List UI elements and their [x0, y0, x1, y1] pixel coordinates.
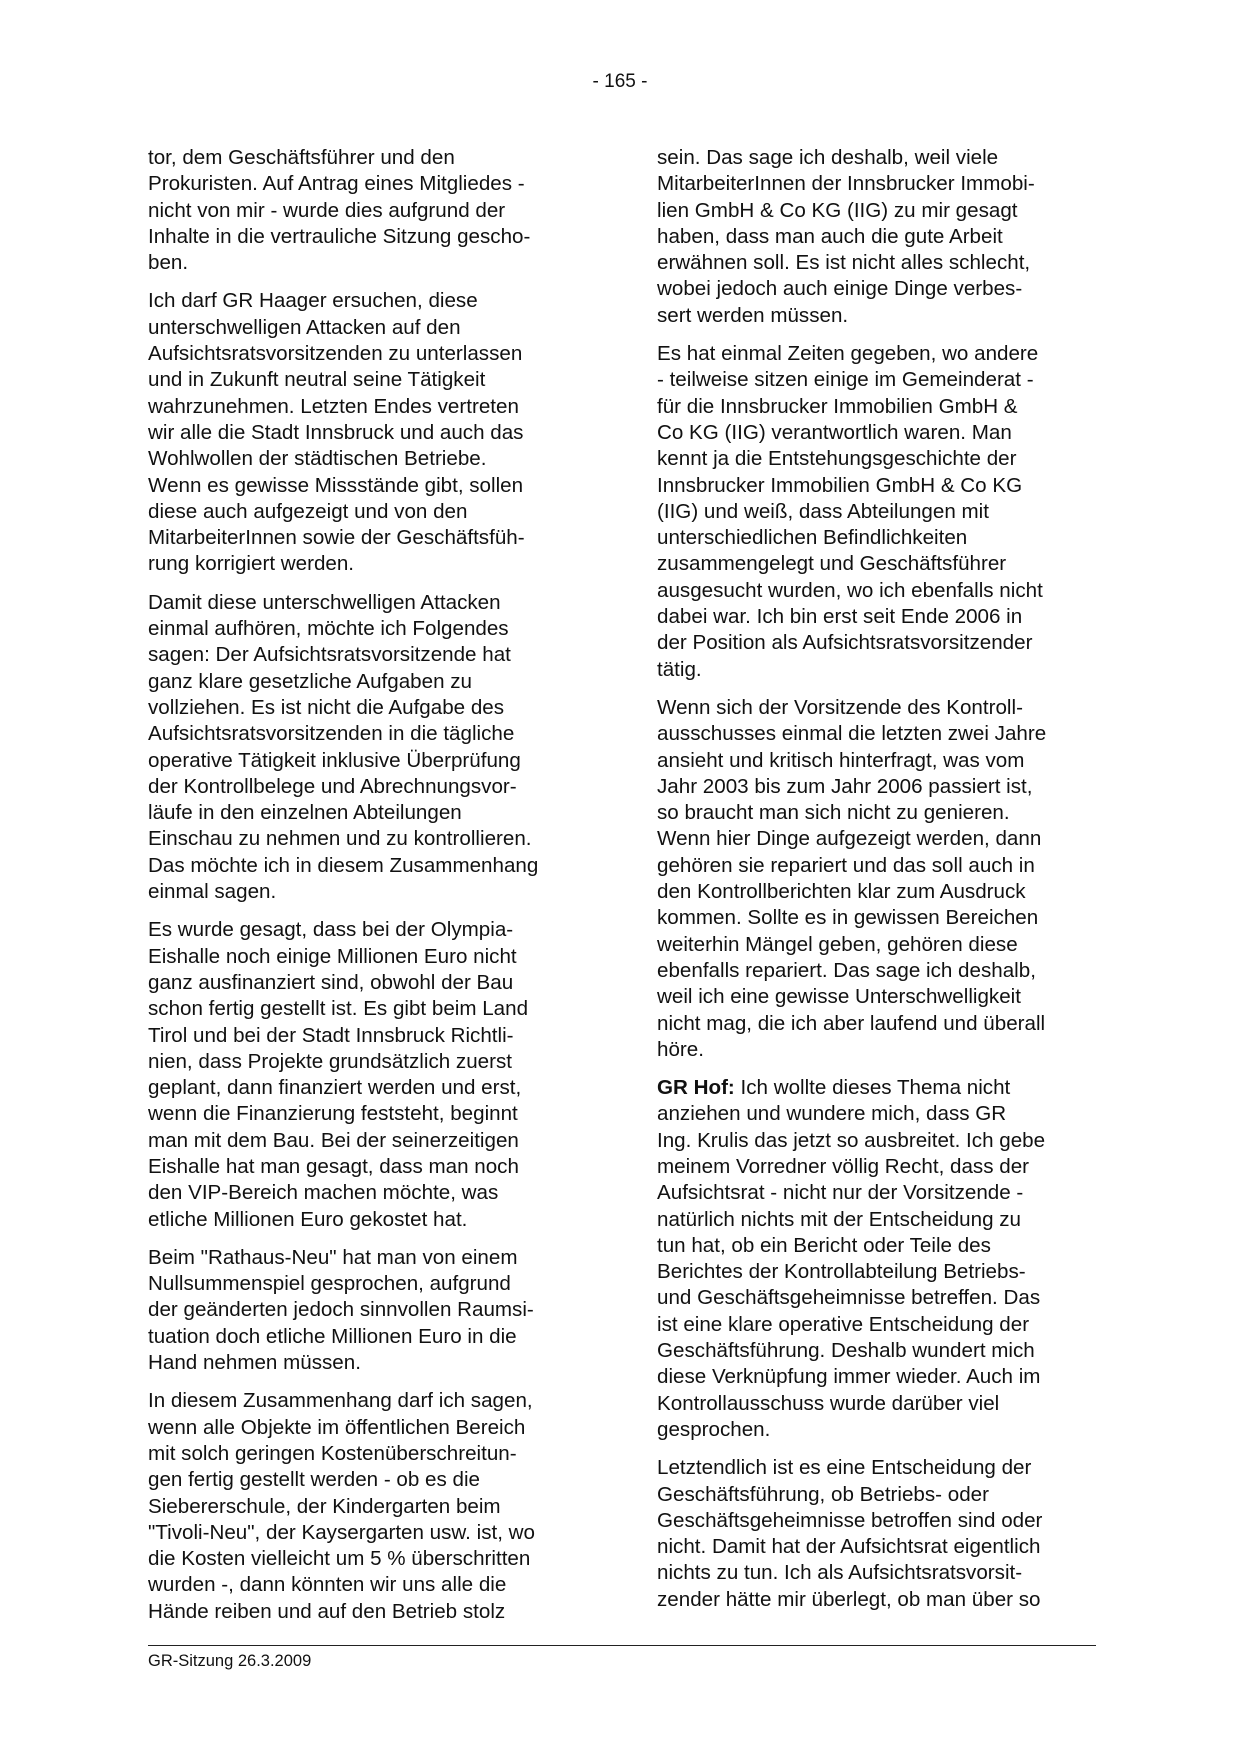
- text-line: erwähnen soll. Es ist nicht alles schlecht,: [657, 251, 1031, 275]
- text-line: man mit dem Bau. Bei der seinerzeitigen: [148, 1128, 519, 1152]
- paragraph: [148, 288, 598, 577]
- text-line: weil ich eine gewisse Unterschwelligkeit: [657, 985, 1021, 1009]
- text-line: Kontrollausschuss wurde darüber viel: [657, 1391, 1000, 1415]
- text-line: diese Verknüpfung immer wieder. Auch im: [657, 1365, 1041, 1389]
- text-line: meinem Vorredner völlig Recht, dass der: [657, 1154, 1030, 1178]
- text-line: diese auch aufgezeigt und von den: [148, 499, 468, 523]
- text-line: Geschäftsführung, ob Betriebs- oder: [657, 1482, 989, 1506]
- text-line: nicht. Damit hat der Aufsichtsrat eigentlich: [657, 1535, 1041, 1559]
- footer-session-date: GR-Sitzung 26.3.2009: [148, 1652, 312, 1670]
- text-line: ansieht und kritisch hinterfragt, was vom: [657, 748, 1025, 772]
- text-line: tun hat, ob ein Bericht oder Teile des: [657, 1233, 991, 1257]
- text-line: MitarbeiterInnen sowie der Geschäftsfüh-: [148, 526, 525, 550]
- text-line: unterschwelligen Attacken auf den: [148, 315, 461, 339]
- text-line: Inhalte in die vertrauliche Sitzung gescho-: [148, 224, 531, 248]
- text-line: Tirol und bei der Stadt Innsbruck Richtli-: [148, 1023, 514, 1047]
- paragraph: [657, 145, 1107, 329]
- text-line: Prokuristen. Auf Antrag eines Mitgliedes -: [148, 172, 525, 196]
- text-line: für die Innsbrucker Immobilien GmbH &: [657, 394, 1018, 418]
- text-line: Es wurde gesagt, dass bei der Olympia-: [148, 918, 514, 942]
- text-line: Einschau zu nehmen und zu kontrollieren.: [148, 827, 532, 851]
- text-line: - teilweise sitzen einige im Gemeinderat -: [657, 368, 1034, 392]
- text-line: Wenn es gewisse Missstände gibt, sollen: [148, 473, 524, 497]
- text-line: und in Zukunft neutral seine Tätigkeit: [148, 368, 486, 392]
- text-line: ebenfalls repariert. Das sage ich deshalb,: [657, 958, 1036, 982]
- text-line: Berichtes der Kontrollabteilung Betriebs-: [657, 1260, 1026, 1284]
- text-line: Nullsummenspiel gesprochen, aufgrund: [148, 1272, 511, 1296]
- text-line: Hände reiben und auf den Betrieb stolz: [148, 1599, 506, 1623]
- text-line: etliche Millionen Euro gekostet hat.: [148, 1207, 468, 1231]
- text-line-rest: Ich wollte dieses Thema nicht: [734, 1076, 1011, 1100]
- text-line: Letztendlich ist es eine Entscheidung der: [657, 1456, 1032, 1480]
- paragraph: [148, 590, 598, 906]
- text-line: sagen: Der Aufsichtsratsvorsitzende hat: [148, 643, 511, 667]
- text-line: zender hätte mir überlegt, ob man über so: [657, 1587, 1041, 1611]
- text-line: nicht von mir - wurde dies aufgrund der: [148, 198, 506, 222]
- text-line: unterschiedlichen Befindlichkeiten: [657, 526, 968, 550]
- text-line: nien, dass Projekte grundsätzlich zuerst: [148, 1049, 513, 1073]
- text-line: Wohlwollen der städtischen Betriebe.: [148, 447, 487, 471]
- text-line: kommen. Sollte es in gewissen Bereichen: [657, 906, 1039, 930]
- text-line: einmal sagen.: [148, 880, 277, 904]
- text-line: ausschusses einmal die letzten zwei Jahre: [657, 722, 1047, 746]
- text-line: wenn alle Objekte im öffentlichen Bereich: [148, 1415, 526, 1439]
- text-line: haben, dass man auch die gute Arbeit: [657, 224, 1003, 248]
- text-line: natürlich nichts mit der Entscheidung zu: [657, 1207, 1022, 1231]
- text-line: tätig.: [657, 657, 702, 681]
- text-line: tor, dem Geschäftsführer und den: [148, 146, 455, 169]
- text-line: Wenn sich der Vorsitzende des Kontroll-: [657, 695, 1023, 719]
- paragraph: [657, 341, 1107, 683]
- text-line: rung korrigiert werden.: [148, 552, 355, 576]
- text-line: vollziehen. Es ist nicht die Aufgabe des: [148, 695, 505, 719]
- text-line: weiterhin Mängel geben, gehören diese: [657, 932, 1018, 956]
- text-line: Wenn hier Dinge aufgezeigt werden, dann: [657, 827, 1042, 851]
- text-line: [657, 1075, 1107, 1101]
- text-line: schon fertig gestellt ist. Es gibt beim Land: [148, 997, 529, 1021]
- text-line: die Kosten vielleicht um 5 % überschritten: [148, 1547, 531, 1571]
- text-line: operative Tätigkeit inklusive Überprüfung: [148, 748, 521, 772]
- text-line: so braucht man sich nicht zu genieren.: [657, 801, 1010, 825]
- text-line: Eishalle hat man gesagt, dass man noch: [148, 1154, 519, 1178]
- text-line: gehören sie repariert und das soll auch in: [657, 853, 1035, 877]
- text-line: wurden -, dann könnten wir uns alle die: [148, 1573, 507, 1597]
- text-line: geplant, dann finanziert werden und erst,: [148, 1076, 522, 1100]
- paragraph: [657, 1455, 1107, 1613]
- text-line: (IIG) und weiß, dass Abteilungen mit: [657, 499, 989, 523]
- text-line: Damit diese unterschwelligen Attacken: [148, 590, 501, 614]
- text-line: ausgesucht wurden, wo ich ebenfalls nicht: [657, 578, 1043, 602]
- text-line: Aufsichtsratsvorsitzenden zu unterlassen: [148, 342, 523, 366]
- text-line: ist eine klare operative Entscheidung der: [657, 1312, 1030, 1336]
- text-line: zusammengelegt und Geschäftsführer: [657, 552, 1007, 576]
- paragraph: [148, 145, 598, 276]
- text-line: tuation doch etliche Millionen Euro in die: [148, 1324, 517, 1348]
- text-line: nicht mag, die ich aber laufend und überall: [657, 1011, 1046, 1035]
- text-line: wahrzunehmen. Letzten Endes vertreten: [148, 394, 519, 418]
- text-line: In diesem Zusammenhang darf ich sagen,: [148, 1389, 533, 1413]
- text-line: nichts zu tun. Ich als Aufsichtsratsvorsit-: [657, 1561, 1023, 1585]
- text-line: Geschäftsgeheimnisse betroffen sind oder: [657, 1508, 1043, 1532]
- paragraph: [148, 917, 598, 1233]
- text-line: wir alle die Stadt Innsbruck und auch das: [148, 420, 524, 444]
- text-line: gesprochen.: [657, 1417, 771, 1441]
- text-line: dabei war. Ich bin erst seit Ende 2006 in: [657, 605, 1023, 629]
- text-line: "Tivoli-Neu", der Kaysergarten usw. ist, wo: [148, 1520, 535, 1544]
- text-line: der Position als Aufsichtsratsvorsitzender: [657, 631, 1033, 655]
- text-line: ben.: [148, 251, 189, 275]
- text-line: ganz klare gesetzliche Aufgaben zu: [148, 669, 472, 693]
- text-line: höre.: [657, 1037, 704, 1061]
- text-line: Co KG (IIG) verantwortlich waren. Man: [657, 420, 1012, 444]
- text-line: wobei jedoch auch einige Dinge verbes-: [657, 277, 1023, 301]
- footer-divider: [148, 1645, 1096, 1646]
- text-line: wenn die Finanzierung feststeht, beginnt: [148, 1102, 518, 1126]
- paragraph: [657, 1075, 1107, 1443]
- paragraph: [148, 1245, 598, 1376]
- text-line: Geschäftsführung. Deshalb wundert mich: [657, 1339, 1035, 1363]
- text-line: sert werden müssen.: [657, 303, 849, 327]
- left-text-column: [148, 145, 598, 1637]
- text-line: Aufsichtsratsvorsitzenden in die tägliche: [148, 722, 515, 746]
- paragraph: [657, 695, 1107, 1063]
- text-line: Jahr 2003 bis zum Jahr 2006 passiert ist,: [657, 774, 1033, 798]
- right-text-column: [657, 145, 1107, 1625]
- page-number: - 165 -: [592, 71, 648, 92]
- text-line: Innsbrucker Immobilien GmbH & Co KG: [657, 473, 1023, 497]
- text-line: lien GmbH & Co KG (IIG) zu mir gesagt: [657, 198, 1018, 222]
- text-line: MitarbeiterInnen der Innsbrucker Immobi-: [657, 172, 1035, 196]
- text-line: kennt ja die Entstehungsgeschichte der: [657, 447, 1017, 471]
- text-line: und Geschäftsgeheimnisse betreffen. Das: [657, 1286, 1041, 1310]
- text-line: gen fertig gestellt werden - ob es die: [148, 1468, 480, 1492]
- text-line: der Kontrollbelege und Abrechnungsvor-: [148, 774, 517, 798]
- text-line: Das möchte ich in diesem Zusammenhang: [148, 853, 539, 877]
- text-line: läufe in den einzelnen Abteilungen: [148, 801, 462, 825]
- text-line: anziehen und wundere mich, dass GR: [657, 1102, 1007, 1126]
- text-line: Eishalle noch einige Millionen Euro nicht: [148, 944, 517, 968]
- text-line: Aufsichtsrat - nicht nur der Vorsitzende -: [657, 1181, 1024, 1205]
- speaker-name: GR Hof:: [657, 1076, 735, 1100]
- text-line: der geänderten jedoch sinnvollen Raumsi-: [148, 1298, 534, 1322]
- text-line: einmal aufhören, möchte ich Folgendes: [148, 617, 509, 641]
- text-line: mit solch geringen Kostenüberschreitun-: [148, 1441, 517, 1465]
- text-line: Siebererschule, der Kindergarten beim: [148, 1494, 501, 1518]
- text-line: Es hat einmal Zeiten gegeben, wo andere: [657, 342, 1039, 366]
- text-line: Beim "Rathaus-Neu" hat man von einem: [148, 1245, 518, 1269]
- text-line: Ich darf GR Haager ersuchen, diese: [148, 289, 478, 313]
- text-line: sein. Das sage ich deshalb, weil viele: [657, 146, 999, 169]
- text-line: Hand nehmen müssen.: [148, 1351, 361, 1375]
- text-line: den Kontrollberichten klar zum Ausdruck: [657, 880, 1026, 904]
- paragraph: [148, 1388, 598, 1625]
- text-line: ganz ausfinanziert sind, obwohl der Bau: [148, 970, 514, 994]
- text-line: den VIP-Bereich machen möchte, was: [148, 1181, 499, 1205]
- text-line: Ing. Krulis das jetzt so ausbreitet. Ich gebe: [657, 1128, 1046, 1152]
